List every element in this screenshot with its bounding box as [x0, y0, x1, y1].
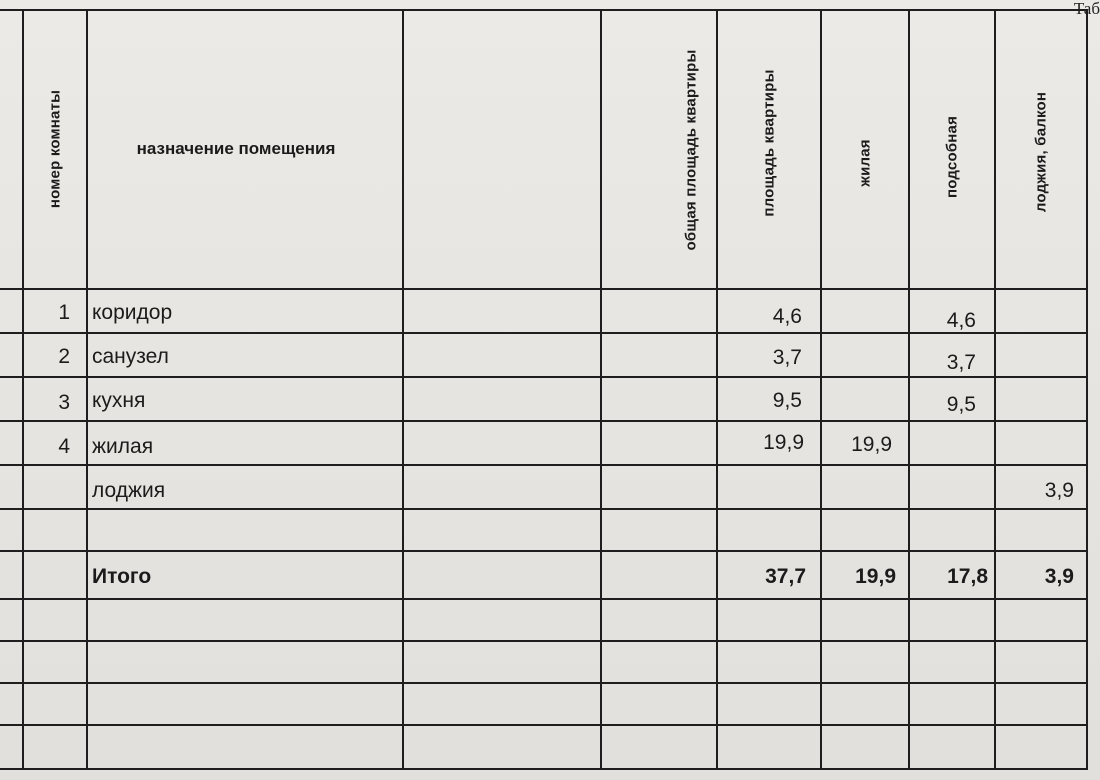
header-apartment-area — [718, 10, 820, 288]
apartment-area-cell: 4,6 — [772, 305, 802, 328]
header-total-area — [602, 20, 716, 280]
room-number-cell: 3 — [58, 391, 70, 414]
room-name-cell: коридор — [92, 301, 173, 324]
room-name-cell: жилая — [92, 435, 154, 458]
column-rule — [1086, 10, 1088, 770]
room-number-cell: 1 — [58, 301, 70, 324]
auxiliary-cell: 3,7 — [946, 351, 976, 374]
header-room-number — [24, 10, 86, 288]
row-rule — [0, 724, 1088, 726]
apartment-area-cell: 9,5 — [772, 389, 802, 412]
room-name-cell: кухня — [92, 389, 146, 412]
room-number-cell: 2 — [58, 345, 70, 368]
row-rule — [0, 550, 1088, 552]
header-bottom-rule — [0, 288, 1088, 290]
room-name-cell: санузел — [92, 345, 169, 368]
header-purpose-text: назначение помещения — [136, 139, 336, 158]
loggia-cell: 3,9 — [1044, 479, 1074, 502]
row-rule — [0, 420, 1088, 422]
row-rule — [0, 508, 1088, 510]
total-loggia: 3,9 — [1044, 565, 1074, 588]
row-rule — [0, 598, 1088, 600]
auxiliary-cell: 4,6 — [946, 309, 976, 332]
header-living — [822, 10, 908, 288]
apartment-area-cell: 19,9 — [763, 431, 804, 454]
header-room-number-text: номер комнаты — [46, 89, 64, 209]
header-purpose — [88, 10, 404, 288]
auxiliary-cell: 9,5 — [946, 393, 976, 416]
header-auxiliary — [910, 10, 994, 288]
row-rule — [0, 464, 1088, 466]
row-rule — [0, 682, 1088, 684]
header-loggia-balcony — [996, 10, 1086, 288]
room-name-cell: лоджия — [92, 479, 166, 502]
row-rule — [0, 376, 1088, 378]
total-apartment-area: 37,7 — [765, 565, 806, 588]
table-caption-fragment: Таб — [1073, 0, 1100, 18]
row-rule — [0, 332, 1088, 334]
header-loggia-balcony-text: лоджия, балкон — [1032, 91, 1050, 212]
row-rule — [0, 640, 1088, 642]
apartment-area-cell: 3,7 — [772, 346, 802, 369]
header-total-area-text: общая площадь квартиры — [682, 49, 700, 251]
header-auxiliary-text: подсобная — [943, 116, 961, 199]
table-border-bottom — [0, 768, 1088, 770]
room-number-cell: 4 — [58, 435, 70, 458]
header-apartment-area-text: площадь квартиры — [760, 69, 778, 218]
living-cell: 19,9 — [851, 433, 892, 456]
total-living: 19,9 — [855, 565, 896, 588]
total-label: Итого — [92, 565, 152, 588]
header-living-text: жилая — [856, 139, 874, 187]
total-auxiliary: 17,8 — [947, 565, 988, 588]
